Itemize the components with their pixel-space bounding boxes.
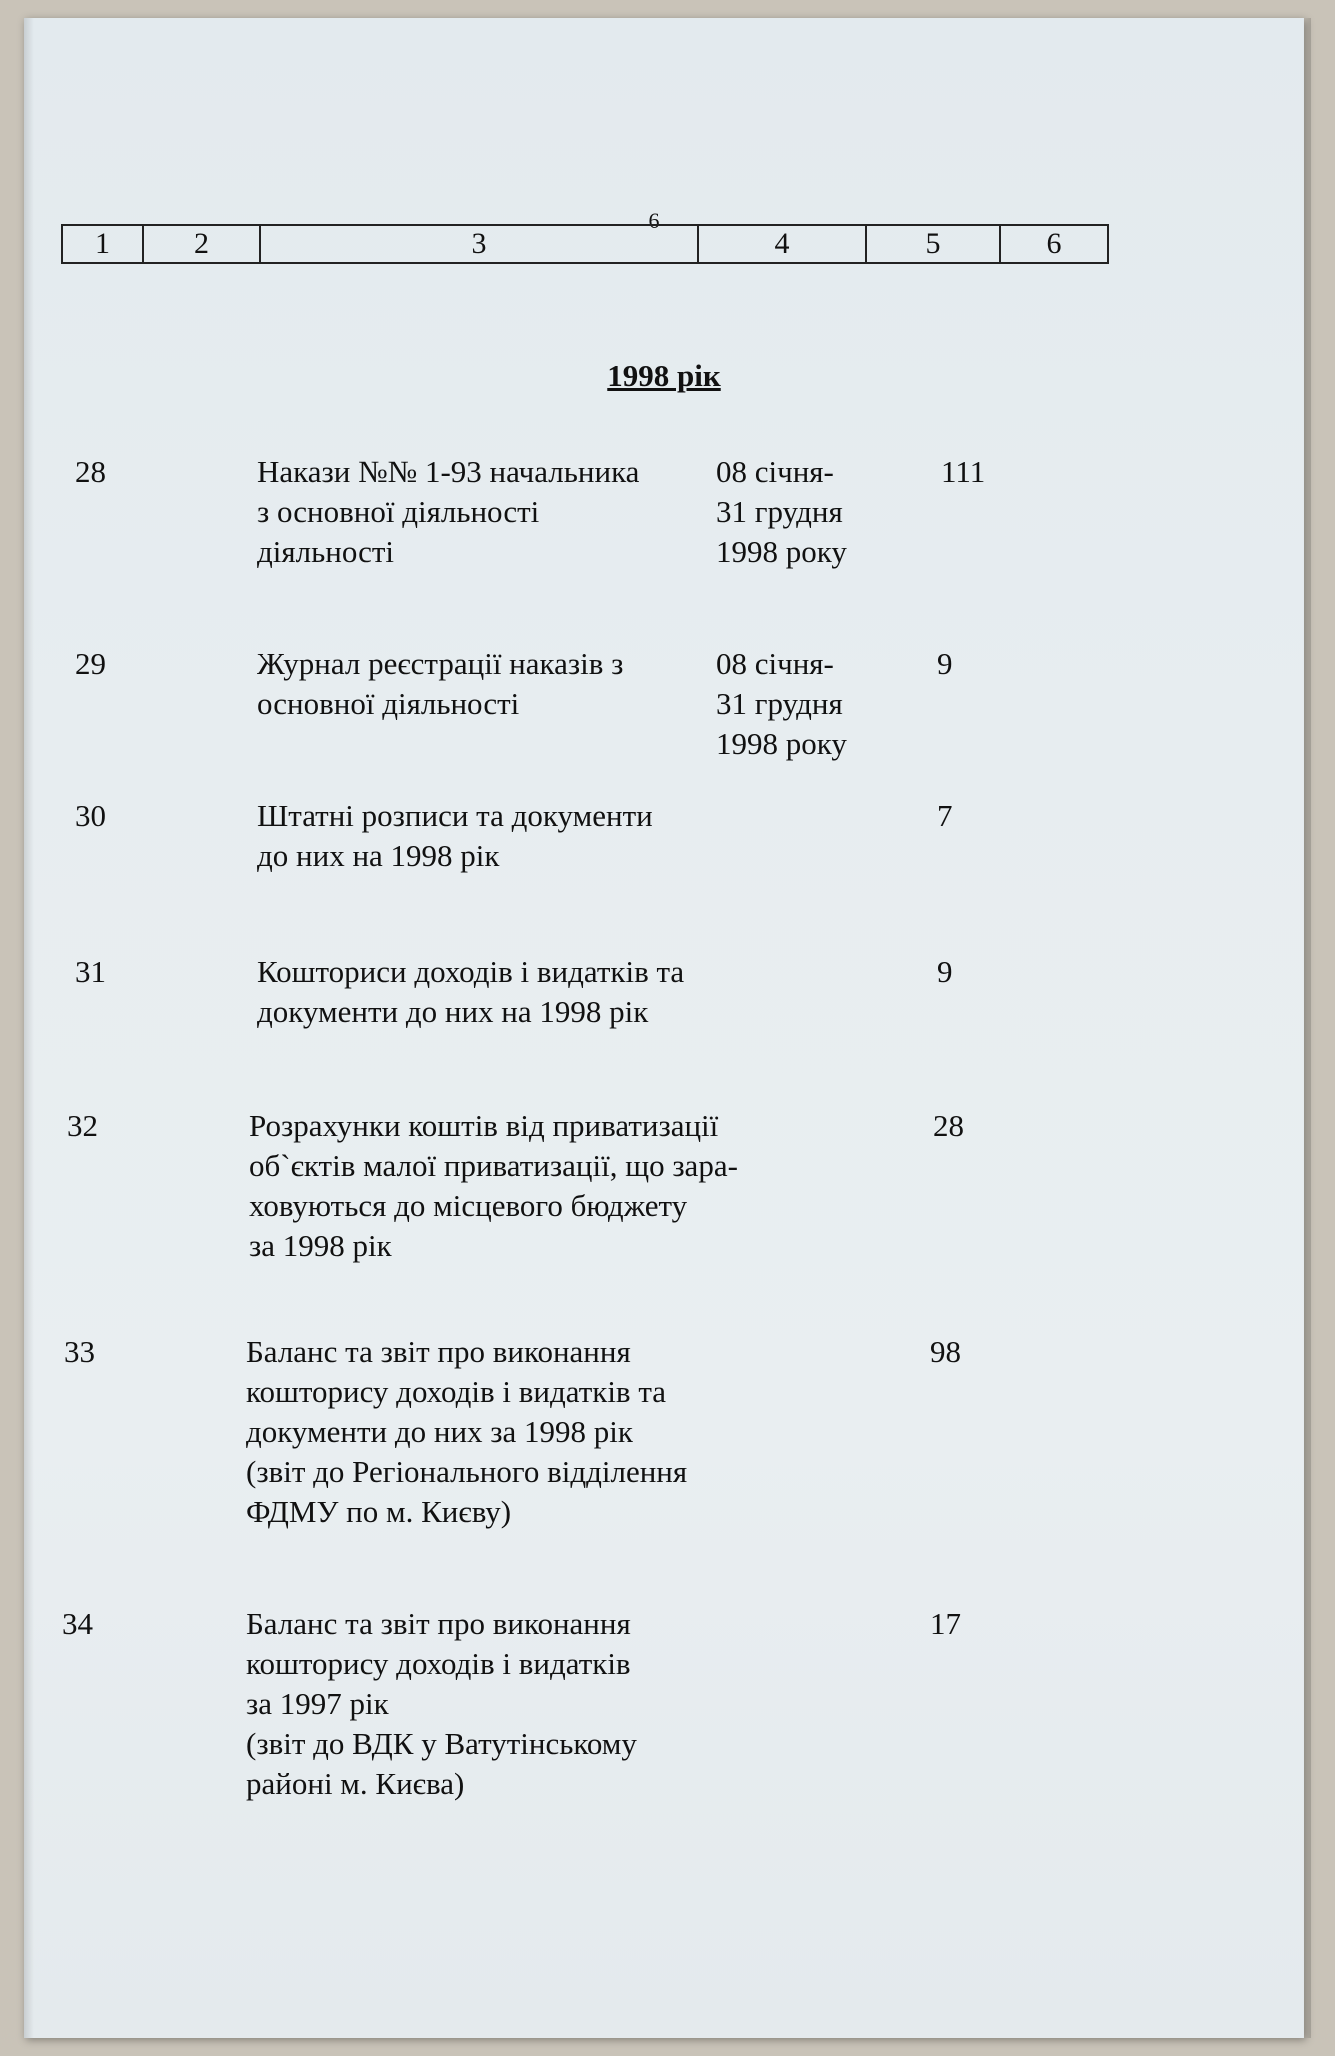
record-title-line: основної діяльності	[257, 686, 520, 721]
record-count: 17	[930, 1606, 961, 1641]
record-title-line: діяльності	[257, 534, 395, 569]
record-title	[257, 796, 653, 876]
record-count: 98	[930, 1334, 961, 1369]
record-title-line: за 1998 рік	[249, 1228, 392, 1263]
record-title-line: (звіт до ВДК у Ватутінському	[246, 1726, 637, 1761]
column-header-row	[62, 225, 1108, 263]
record-title-line: Кошториси доходів і видатків та	[257, 954, 685, 989]
record-title-line: до них на 1998 рік	[257, 838, 500, 873]
column-header-cell: 1	[62, 225, 143, 263]
document-page	[24, 18, 1304, 2038]
record-title	[257, 952, 684, 1032]
record-title	[246, 1332, 687, 1532]
record-count: 9	[937, 646, 953, 681]
record-title	[257, 644, 623, 724]
record-number: 30	[75, 798, 106, 833]
column-header-cell: 5	[866, 225, 1000, 263]
record-title-line: (звіт до Регіонального відділення	[246, 1454, 688, 1489]
column-header-cell: 3	[260, 225, 698, 263]
record-title	[249, 1106, 738, 1266]
record-title-line: об`єктів малої приватизації, що зара-	[249, 1148, 738, 1183]
record-title-line: районі м. Києва)	[246, 1766, 465, 1801]
record-title-line: ФДМУ по м. Києву)	[246, 1494, 512, 1529]
record-title	[257, 452, 639, 572]
column-header-cell: 4	[698, 225, 866, 263]
record-title	[246, 1604, 637, 1804]
record-number: 28	[75, 454, 106, 489]
record-date-line: 08 січня-	[716, 646, 834, 681]
record-title-line: документи до них за 1998 рік	[246, 1414, 633, 1449]
record-title-line: ховуються до місцевого бюджету	[249, 1188, 688, 1223]
record-number: 32	[67, 1108, 98, 1143]
record-number: 29	[75, 646, 106, 681]
record-title-line: Баланс та звіт про виконання	[246, 1606, 631, 1641]
section-title: 1998 рік	[607, 358, 721, 393]
record-date-line: 1998 року	[716, 726, 847, 761]
record-title-line: за 1997 рік	[246, 1686, 389, 1721]
record-date-line: 31 грудня	[716, 494, 843, 529]
page-edge-shadow	[1303, 18, 1311, 2038]
record-date-line: 31 грудня	[716, 686, 843, 721]
record-dates	[716, 644, 847, 764]
record-title-line: Накази №№ 1-93 начальника	[257, 454, 640, 489]
column-header-cell: 6	[1000, 225, 1108, 263]
record-dates	[716, 452, 847, 572]
record-count: 111	[941, 454, 986, 489]
record-title-line: документи до них на 1998 рік	[257, 994, 649, 1029]
record-count: 28	[933, 1108, 964, 1143]
column-header-table	[61, 224, 1109, 264]
record-count: 7	[937, 798, 953, 833]
record-title-line: Штатні розписи та документи	[257, 798, 653, 833]
record-date-line: 1998 року	[716, 534, 847, 569]
column-header-cell: 2	[143, 225, 260, 263]
page-number: 6	[648, 208, 660, 233]
record-number: 33	[64, 1334, 95, 1369]
record-title-line: з основної діяльності	[257, 494, 540, 529]
record-number: 34	[62, 1606, 93, 1641]
record-count: 9	[937, 954, 953, 989]
record-title-line: Баланс та звіт про виконання	[246, 1334, 631, 1369]
record-title-line: Журнал реєстрації наказів з	[257, 646, 624, 681]
record-title-line: кошторису доходів і видатків	[246, 1646, 631, 1681]
record-title-line: кошторису доходів і видатків та	[246, 1374, 666, 1409]
record-date-line: 08 січня-	[716, 454, 834, 489]
record-title-line: Розрахунки коштів від приватизації	[249, 1108, 719, 1143]
record-number: 31	[75, 954, 106, 989]
